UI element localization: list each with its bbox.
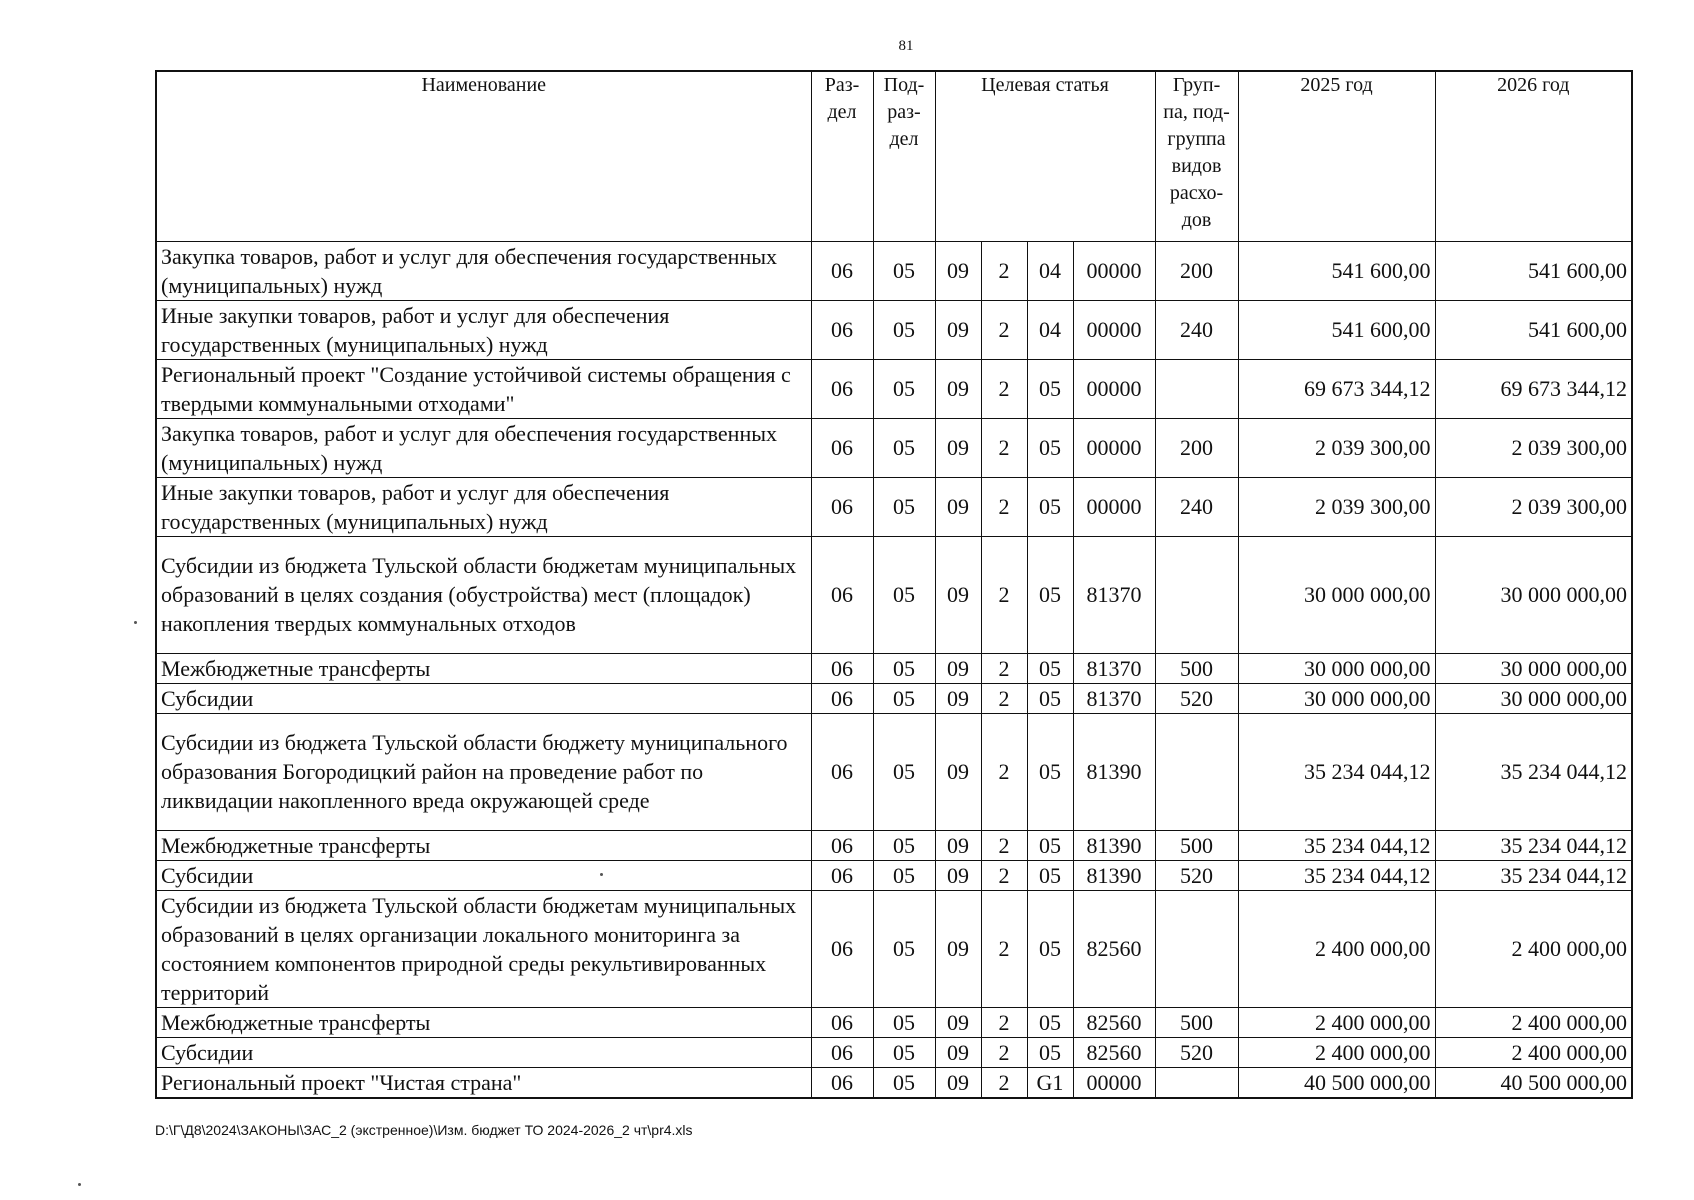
row-name: Региональный проект "Чистая страна" [156, 1067, 811, 1098]
header-target-article: Целевая статья [935, 71, 1155, 241]
row-amount-2025: 541 600,00 [1238, 241, 1435, 300]
row-amount-2025: 541 600,00 [1238, 300, 1435, 359]
row-target-4: 00000 [1073, 418, 1155, 477]
row-expense-group: 200 [1155, 418, 1238, 477]
row-amount-2026: 35 234 044,12 [1435, 860, 1632, 890]
row-name: Межбюджетные трансферты [156, 1007, 811, 1037]
row-target-2: 2 [981, 359, 1027, 418]
row-subsection: 05 [873, 241, 935, 300]
row-target-2: 2 [981, 1067, 1027, 1098]
table-row [156, 477, 1632, 536]
row-section: 06 [811, 418, 873, 477]
row-subsection: 05 [873, 830, 935, 860]
stray-mark [600, 873, 603, 876]
row-section: 06 [811, 890, 873, 1007]
row-target-1: 09 [935, 418, 981, 477]
row-target-2: 2 [981, 683, 1027, 713]
row-target-4: 82560 [1073, 1037, 1155, 1067]
row-amount-2025: 35 234 044,12 [1238, 830, 1435, 860]
stray-mark [78, 1183, 81, 1186]
row-name: Субсидии [156, 683, 811, 713]
row-subsection: 05 [873, 860, 935, 890]
row-target-4: 82560 [1073, 890, 1155, 1007]
row-subsection: 05 [873, 1067, 935, 1098]
row-target-2: 2 [981, 713, 1027, 830]
row-target-4: 81370 [1073, 683, 1155, 713]
row-target-4: 00000 [1073, 1067, 1155, 1098]
row-expense-group [1155, 359, 1238, 418]
row-amount-2025: 30 000 000,00 [1238, 536, 1435, 653]
row-amount-2025: 35 234 044,12 [1238, 713, 1435, 830]
header-year-2026: 2026 год [1435, 71, 1632, 241]
row-subsection: 05 [873, 477, 935, 536]
row-amount-2025: 2 400 000,00 [1238, 890, 1435, 1007]
row-subsection: 05 [873, 683, 935, 713]
row-target-1: 09 [935, 653, 981, 683]
row-expense-group [1155, 536, 1238, 653]
row-name: Межбюджетные трансферты [156, 653, 811, 683]
row-target-2: 2 [981, 890, 1027, 1007]
row-expense-group: 520 [1155, 860, 1238, 890]
row-target-3: 05 [1027, 359, 1073, 418]
row-amount-2026: 35 234 044,12 [1435, 713, 1632, 830]
row-target-4: 81390 [1073, 713, 1155, 830]
row-target-4: 00000 [1073, 300, 1155, 359]
row-expense-group [1155, 890, 1238, 1007]
row-subsection: 05 [873, 300, 935, 359]
row-section: 06 [811, 683, 873, 713]
row-target-2: 2 [981, 1007, 1027, 1037]
row-target-3: 05 [1027, 418, 1073, 477]
row-target-3: 05 [1027, 860, 1073, 890]
row-target-1: 09 [935, 683, 981, 713]
row-target-4: 00000 [1073, 477, 1155, 536]
row-section: 06 [811, 300, 873, 359]
row-amount-2026: 2 400 000,00 [1435, 1037, 1632, 1067]
row-target-2: 2 [981, 1037, 1027, 1067]
row-amount-2026: 2 039 300,00 [1435, 418, 1632, 477]
row-amount-2026: 35 234 044,12 [1435, 830, 1632, 860]
table-row [156, 683, 1632, 713]
row-target-2: 2 [981, 860, 1027, 890]
row-target-1: 09 [935, 1007, 981, 1037]
row-amount-2025: 2 400 000,00 [1238, 1007, 1435, 1037]
page-number: 81 [898, 38, 914, 54]
row-section: 06 [811, 359, 873, 418]
row-amount-2026: 541 600,00 [1435, 241, 1632, 300]
row-target-3: 05 [1027, 830, 1073, 860]
row-name: Субсидии [156, 860, 811, 890]
row-expense-group: 240 [1155, 477, 1238, 536]
row-subsection: 05 [873, 713, 935, 830]
budget-table [155, 70, 1633, 1099]
table-row [156, 300, 1632, 359]
row-amount-2025: 30 000 000,00 [1238, 683, 1435, 713]
row-section: 06 [811, 536, 873, 653]
table-row [156, 359, 1632, 418]
row-target-3: 05 [1027, 1037, 1073, 1067]
row-amount-2026: 30 000 000,00 [1435, 653, 1632, 683]
row-subsection: 05 [873, 1037, 935, 1067]
row-target-1: 09 [935, 536, 981, 653]
row-target-1: 09 [935, 241, 981, 300]
row-target-3: G1 [1027, 1067, 1073, 1098]
row-section: 06 [811, 860, 873, 890]
row-target-3: 05 [1027, 890, 1073, 1007]
row-target-3: 05 [1027, 536, 1073, 653]
row-target-3: 05 [1027, 653, 1073, 683]
row-subsection: 05 [873, 1007, 935, 1037]
table-row [156, 860, 1632, 890]
row-name: Закупка товаров, работ и услуг для обеспечения государственных (муниципальных) нужд [156, 241, 811, 300]
row-section: 06 [811, 830, 873, 860]
row-amount-2025: 2 039 300,00 [1238, 418, 1435, 477]
header-name: Наименование [156, 71, 811, 241]
row-target-3: 04 [1027, 241, 1073, 300]
table-row [156, 713, 1632, 830]
row-section: 06 [811, 241, 873, 300]
table-row [156, 418, 1632, 477]
row-target-1: 09 [935, 890, 981, 1007]
row-target-1: 09 [935, 713, 981, 830]
row-amount-2025: 2 039 300,00 [1238, 477, 1435, 536]
row-amount-2025: 35 234 044,12 [1238, 860, 1435, 890]
row-target-1: 09 [935, 477, 981, 536]
row-target-2: 2 [981, 300, 1027, 359]
header-expense-group: Груп- па, под- группа видов расхо- дов [1155, 71, 1238, 241]
row-amount-2025: 69 673 344,12 [1238, 359, 1435, 418]
table-row [156, 1037, 1632, 1067]
row-section: 06 [811, 1007, 873, 1037]
row-name: Региональный проект "Создание устойчивой системы обращения с твердыми коммунальными отходами" [156, 359, 811, 418]
header-section: Раз- дел [811, 71, 873, 241]
row-amount-2025: 2 400 000,00 [1238, 1037, 1435, 1067]
row-expense-group: 500 [1155, 1007, 1238, 1037]
row-amount-2026: 2 400 000,00 [1435, 1007, 1632, 1037]
row-target-2: 2 [981, 653, 1027, 683]
row-target-1: 09 [935, 830, 981, 860]
row-subsection: 05 [873, 418, 935, 477]
row-expense-group: 200 [1155, 241, 1238, 300]
stray-mark [134, 621, 137, 624]
table-row [156, 653, 1632, 683]
row-target-3: 05 [1027, 477, 1073, 536]
row-section: 06 [811, 713, 873, 830]
row-expense-group [1155, 1067, 1238, 1098]
row-expense-group: 500 [1155, 653, 1238, 683]
row-amount-2026: 541 600,00 [1435, 300, 1632, 359]
row-expense-group [1155, 713, 1238, 830]
row-subsection: 05 [873, 359, 935, 418]
row-target-2: 2 [981, 241, 1027, 300]
row-name: Субсидии из бюджета Тульской области бюджету муниципального образования Богородицкий район на проведение работ по ликвидации накопленного вреда окружающей среде [156, 713, 811, 830]
row-expense-group: 500 [1155, 830, 1238, 860]
row-amount-2025: 40 500 000,00 [1238, 1067, 1435, 1098]
row-amount-2026: 30 000 000,00 [1435, 536, 1632, 653]
table-header-row [156, 71, 1632, 241]
header-year-2025: 2025 год [1238, 71, 1435, 241]
row-name: Межбюджетные трансферты [156, 830, 811, 860]
table-row [156, 1067, 1632, 1098]
row-amount-2026: 40 500 000,00 [1435, 1067, 1632, 1098]
row-target-2: 2 [981, 418, 1027, 477]
row-expense-group: 240 [1155, 300, 1238, 359]
row-section: 06 [811, 1037, 873, 1067]
row-target-3: 04 [1027, 300, 1073, 359]
row-target-3: 05 [1027, 683, 1073, 713]
row-target-1: 09 [935, 1067, 981, 1098]
row-name: Субсидии из бюджета Тульской области бюджетам муниципальных образований в целях организации локального мониторинга за состоянием компонентов природной среды рекультивированных территорий [156, 890, 811, 1007]
footer-file-path: D:\Г\Д8\2024\ЗАКОНЫ\ЗАС_2 (экстренное)\Изм. бюджет ТО 2024-2026_2 чт\pr4.xls [155, 1122, 693, 1138]
row-amount-2026: 69 673 344,12 [1435, 359, 1632, 418]
row-target-4: 00000 [1073, 241, 1155, 300]
row-name: Субсидии [156, 1037, 811, 1067]
row-target-4: 82560 [1073, 1007, 1155, 1037]
row-target-2: 2 [981, 830, 1027, 860]
row-target-2: 2 [981, 536, 1027, 653]
row-section: 06 [811, 1067, 873, 1098]
row-target-1: 09 [935, 300, 981, 359]
row-target-1: 09 [935, 860, 981, 890]
row-subsection: 05 [873, 890, 935, 1007]
table-row [156, 830, 1632, 860]
row-amount-2025: 30 000 000,00 [1238, 653, 1435, 683]
row-target-4: 81390 [1073, 860, 1155, 890]
row-target-1: 09 [935, 359, 981, 418]
table-row [156, 241, 1632, 300]
row-subsection: 05 [873, 536, 935, 653]
row-amount-2026: 2 400 000,00 [1435, 890, 1632, 1007]
row-name: Иные закупки товаров, работ и услуг для обеспечения государственных (муниципальных) нужд [156, 300, 811, 359]
row-section: 06 [811, 653, 873, 683]
row-expense-group: 520 [1155, 683, 1238, 713]
row-name: Закупка товаров, работ и услуг для обеспечения государственных (муниципальных) нужд [156, 418, 811, 477]
row-target-4: 81370 [1073, 653, 1155, 683]
table-body [156, 241, 1632, 1098]
row-target-4: 00000 [1073, 359, 1155, 418]
row-name: Субсидии из бюджета Тульской области бюджетам муниципальных образований в целях создания (обустройства) мест (площадок) накопления твердых коммунальных отходов [156, 536, 811, 653]
row-section: 06 [811, 477, 873, 536]
row-name: Иные закупки товаров, работ и услуг для обеспечения государственных (муниципальных) нужд [156, 477, 811, 536]
row-target-4: 81390 [1073, 830, 1155, 860]
row-target-4: 81370 [1073, 536, 1155, 653]
table-row [156, 1007, 1632, 1037]
row-subsection: 05 [873, 653, 935, 683]
row-expense-group: 520 [1155, 1037, 1238, 1067]
row-amount-2026: 30 000 000,00 [1435, 683, 1632, 713]
row-target-1: 09 [935, 1037, 981, 1067]
header-subsection: Под- раз- дел [873, 71, 935, 241]
table-row [156, 890, 1632, 1007]
table-row [156, 536, 1632, 653]
row-amount-2026: 2 039 300,00 [1435, 477, 1632, 536]
row-target-2: 2 [981, 477, 1027, 536]
row-target-3: 05 [1027, 1007, 1073, 1037]
row-target-3: 05 [1027, 713, 1073, 830]
